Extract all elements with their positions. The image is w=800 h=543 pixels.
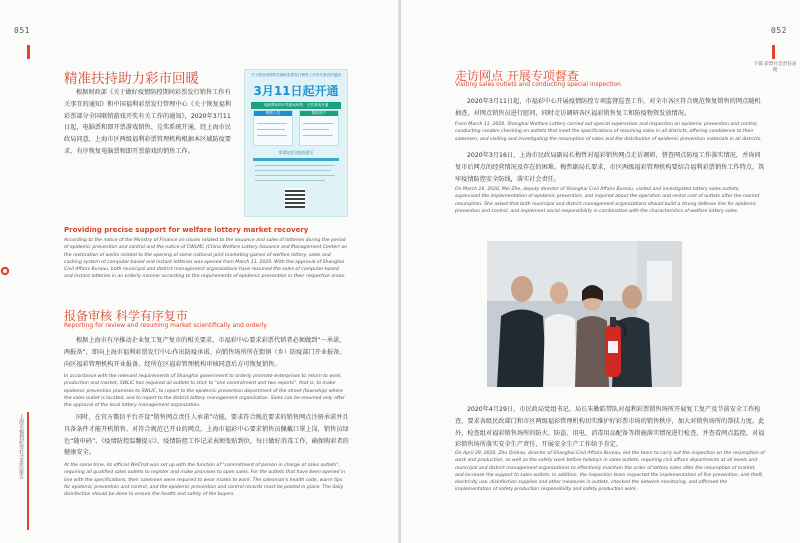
- section2-paragraph-2-en: At the same time, its official WeChat was set up with the function of "commitment of person in charge of sales outlets", requiring all qualified sales outlets to register and make promises to open sales. For the outlets that have been opened in line with the specifications, their salesmen were required to wear masks to work. The salesman's health code, warm tips for epidemic prevention and control, and the epidemic prevention and control records must be posted in place. The daily disinfection should be done to ensure the health and safety of the buyers.: [64, 463, 346, 498]
- page-number-left: 051: [14, 26, 30, 35]
- side-accent-bar: [27, 412, 29, 530]
- right-title: 走访网点 开展专项督查: [455, 69, 579, 83]
- top-accent-bar: [27, 45, 30, 59]
- poster-rule: [303, 129, 329, 130]
- side-label-left: 上海市福利彩票社会责任报告: [18, 414, 24, 479]
- intro-paragraph: 根据财政部《关于做好疫情防控期间彩票发行销售工作有关事宜的通知》和中国福利彩票发行管理中心《关于恢复福利彩票部分全国联销游戏开奖有关工作的通知》，2020年3月11日起，电脑票和即开票游戏销售、兑奖系统开通，经上海市民政局同意，上海市区两级福利彩票管理机构根据本区域防疫要求，有序恢复电脑票和即开票游戏的销售工作。: [64, 89, 232, 155]
- poster-headline: 3月11日起开通: [253, 84, 339, 98]
- right-paragraph-2-en: On March 16, 2020, Mei Zhe, deputy director of Shanghai Civil Affairs Bureau, visited and investigated lottery sales outlets, supervised the implementation of epidemic prevention, and inquired about the operation and rental cost of outlets after the market resumption. She asked that both municipal and district management organizations should build a strong defense line for epidemic prevention and control, and implement social responsibility in combination with the characteristics of welfare lottery sales.: [455, 187, 760, 214]
- right-subtitle: Visiting sales outlets and conducting special inspection: [455, 81, 621, 88]
- side-label-right: 下篇 彩票社会责任表现: [753, 62, 797, 73]
- epidemic-notice-poster: [244, 69, 348, 217]
- poster-top-text: 关于做好疫情防控期间彩票发行销售工作有关事宜的通知: [251, 73, 341, 77]
- section2-paragraph-2: 同时，在官方微信平台开设“销售网点责任人承诺”功能，要求符合规范要求的销售网点注册承诺并且具备条件才能开机销售。对符合规范已开业的网点，上海市福彩中心要求销售员佩戴口罩上岗，销售员绿色“随申码”、《疫情防控温馨提示》、疫情防控工作记录表须张贴到位，每日做好消毒工作，确保购彩者的健康安全。: [64, 414, 349, 457]
- inspection-photo: [487, 241, 682, 387]
- section2-paragraph-1: 根据上海市有序推动企业复工复产复市的相关要求，市福彩中心要求彩票代销者必须做到“一承诺，两报备”，即向上海市福利彩票发行中心作出防疫承诺、向销售场所所在街镇（乡）防疫部门开业报备、向区福彩管理机构开业报备，经所在区福彩管理机构审核同意后方可恢复销售。: [64, 337, 346, 368]
- page-number-right: 052: [771, 26, 787, 35]
- poster-rule: [257, 135, 287, 136]
- poster-subhead: 彩票站安全防疫提示: [278, 150, 314, 155]
- section2-subtitle: Reporting for review and resuming market scientifically and orderly: [64, 322, 267, 329]
- seal-ornament-icon: [0, 266, 10, 276]
- poster-rule: [255, 170, 331, 171]
- poster-band: 电脑票和即开票游戏销售、兑奖系统开通: [251, 102, 341, 109]
- poster-rule-block: [253, 158, 339, 161]
- poster-rule: [255, 180, 325, 181]
- right-paragraph-1: 2020年3月11日起，市福彩中心开展疫情防控专项监督巡查工作，对全市各区符合规范恢复销售的网点随机抽查，对网点销售员进行慰问，同时走访调研各区福彩销售复工和防疫物资发放情况。: [455, 98, 761, 117]
- poster-rule: [303, 123, 333, 124]
- poster-rule: [255, 165, 335, 166]
- poster-rule: [257, 123, 287, 124]
- right-paragraph-3-en: On April 29, 2020, Zhu Qinhao, director of Shanghai Civil Affairs Bureau, led the team to carry out the inspection on the resumption of work and production, as well as the safety work before holidays in sales outlets, requiring civil affairs departments at all levels and municipal and district management organizations to effectively maintain the order of lottery sales after the resumption of market, and increase the support to sales outlets. In addition, the inspection team inspected the implementation of fire prevention, anti-theft, electricity use, disinfection supplies and other measures in outlets, checked the network monitoring, and affirmed the implementation of safety production responsibility and safety production work.: [455, 451, 765, 493]
- poster-col-sales-label: 销售人员: [254, 111, 292, 116]
- top-accent-bar-right: [772, 45, 775, 59]
- right-paragraph-3: 2020年4月29日，市民政局党组书记、局长朱勤皓带队对福利彩票销售场所开展复工复产及节前安全工作检查，要求各级民政部门和市区两级福彩管理机构切实维护好彩票市场的销售秩序，加大对销售场所的帮扶力度。此外，检查组对福彩销售场所的防火、防盗、用电、消毒用品配备等措施落实情况进行检查，并查看网点监控，对福彩销售场所落实安全生产责任、开展安全生产工作给予肯定。: [455, 406, 765, 449]
- poster-rule: [303, 135, 333, 136]
- poster-col-buyers: [299, 110, 339, 146]
- section1-title: Providing precise support for welfare lottery market recovery: [64, 226, 309, 234]
- poster-col-buyers-label: 购彩用户: [300, 111, 338, 116]
- poster-col-sales: [253, 110, 293, 146]
- section1-text: According to the notice of the Ministry of Finance on issues related to the issuance and sales of lotteries during the period of epidemic prevention and control and the notice of CWLMC (China Welfare Lottery Issuance and Management Center) on the restoration of works related to the opening of some national joint marketing games of welfare lottery, sales and cashing system of computer-based and instant lotteries was opened from March 11, 2020. With the approval of Shanghai Civil Affairs Bureau, both municipal and district management organizations have resumed the sales of computer-based and instant lotteries in an orderly manner according to the requirements of epidemic prevention in their respective areas.: [64, 238, 348, 280]
- left-page: [0, 0, 399, 543]
- poster-rule: [257, 129, 285, 130]
- page-title: 精准扶持助力彩市回暖: [64, 71, 199, 87]
- right-paragraph-1-en: From March 11, 2020, Shanghai Welfare Lottery carried out special supervision and inspection on epidemic prevention and control, conducting random checking on outlets that meet the specifications of resuming sales in all districts, offering condolence to their salesmen, and visiting and investigating the resumption of sales and the distribution of epidemic prevention materials in all districts.: [455, 122, 762, 142]
- right-paragraph-2: 2020年3月16日，上海市民政局副局长梅哲对福彩销售网点走访调研，督查网点防疫工作落实情况，并询问复市后网点的经营情况及存在的困难。梅哲副局长要求，市区两级福彩管理机构要结合福利彩票销售工作特点，筑牢疫情防控安全防线，落实社会责任。: [455, 152, 765, 183]
- poster-rule: [255, 175, 335, 176]
- section2-title: 报备审核 科学有序复市: [64, 309, 188, 323]
- section2-paragraph-1-en: In accordance with the relevant requirements of Shanghai government to orderly promote enterprises to return to work, production and market, SWLIC has required all outlets to stick to "one commitment and two reports", that is, to make epidemic prevention promises to SWLIC, to report to the epidemic prevention department of the street (township) where the sales outlet is located, and to report to the district lottery management organization. Sales can be resumed only after the approval of the local lottery management organization.: [64, 374, 346, 409]
- qr-code-icon: [285, 188, 305, 208]
